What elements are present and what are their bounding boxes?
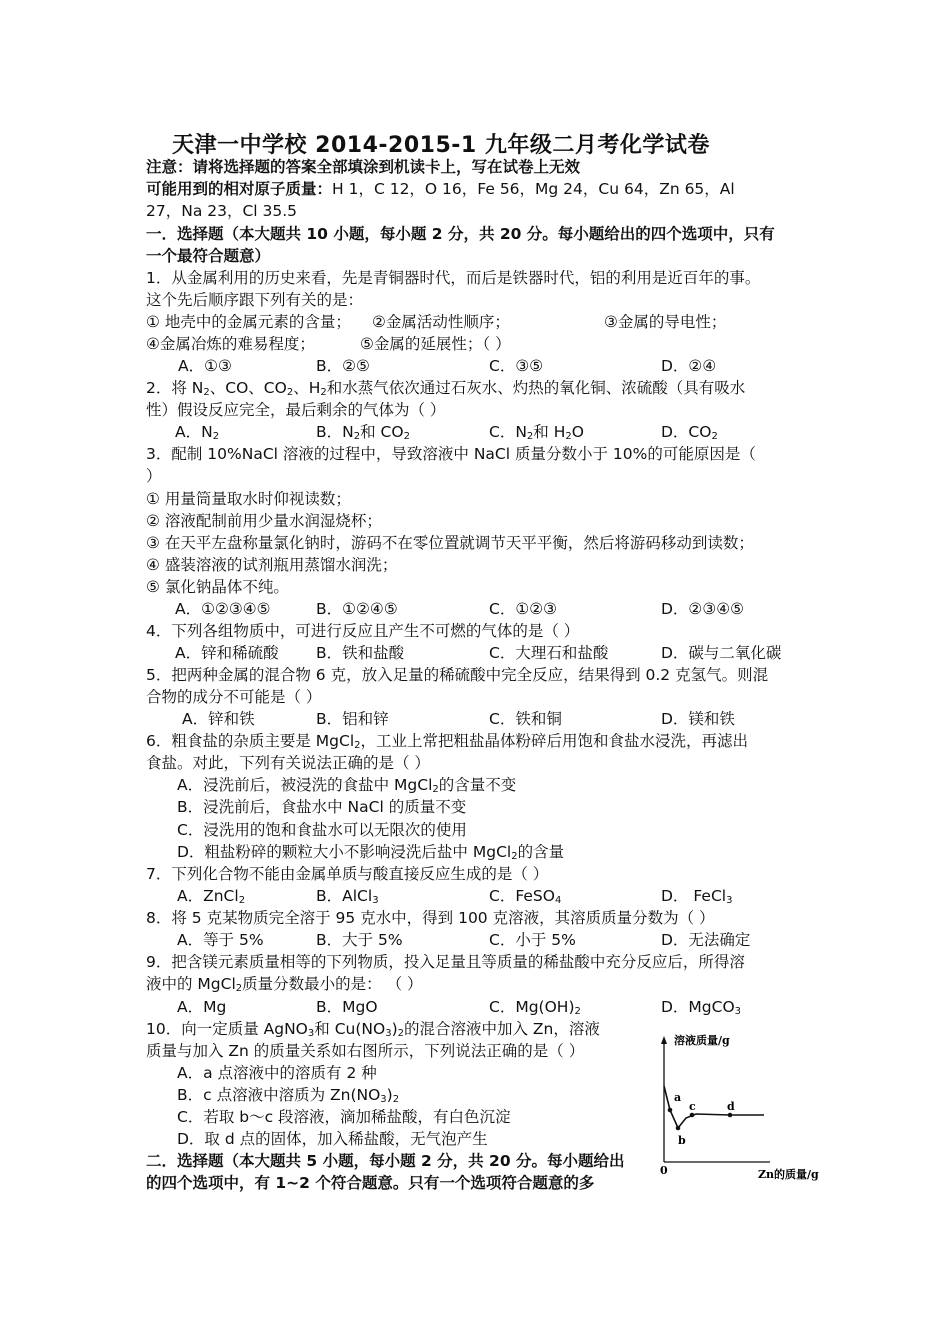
point-c bbox=[690, 1113, 695, 1118]
section1-heading: 一．选择题（本大题共 10 小题，每小题 2 分，共 20 分。每小题给出的四个选项中，只有 bbox=[146, 225, 775, 243]
section2-heading: 二．选择题（本大题共 5 小题，每小题 2 分，共 20 分。每小题给出 bbox=[146, 1152, 625, 1170]
q7-stem: 7．下列化合物不能由金属单质与酸直接反应生成的是（ ） bbox=[146, 865, 549, 883]
q9-option-d-text: D．MgCO bbox=[661, 998, 735, 1016]
subscript: 2 bbox=[711, 431, 718, 442]
subscript: 2 bbox=[238, 895, 246, 906]
q7-option-d bbox=[661, 885, 732, 907]
q8-stem: 8．将 5 克某物质完全溶于 95 克水中，得到 100 克溶液，其溶质质量分数为（ ） bbox=[146, 909, 715, 927]
subscript: 2 bbox=[320, 387, 327, 398]
q9-stem: 9．把含镁元素质量相等的下列物质，投入足量且等质量的稀盐酸中充分反应后，所得溶 bbox=[146, 953, 745, 971]
q7-option-c-text: C．FeSO bbox=[489, 887, 555, 905]
point-a bbox=[668, 1108, 673, 1113]
q10-graph bbox=[640, 1028, 840, 1193]
q7-option-b bbox=[316, 885, 379, 907]
q6-option-c: C．浸洗用的饱和食盐水可以无限次的使用 bbox=[177, 821, 467, 839]
q7-option-d-text: D． FeCl bbox=[661, 887, 727, 905]
subscript: 2 bbox=[397, 1028, 404, 1039]
q5-stem: 5．把两种金属的混合物 6 克，放入足量的稀硫酸中完全反应，结果得到 0.2 克氢气。则混 bbox=[146, 666, 769, 684]
q10-option-d: D．取 d 点的固体，加入稀盐酸，无气泡产生 bbox=[177, 1130, 488, 1148]
q3-item-2: ② 溶液配制前用少量水润湿烧杯； bbox=[146, 512, 382, 530]
subscript: 2 bbox=[354, 740, 361, 751]
q9-option-b: B．MgO bbox=[316, 998, 378, 1016]
q2-stem bbox=[146, 377, 745, 399]
subscript: 4 bbox=[554, 895, 562, 906]
q5-option-d: D．镁和铁 bbox=[661, 710, 735, 728]
q4-option-d: D．碳与二氧化碳 bbox=[661, 644, 782, 662]
q2-option-c-text: 和 H bbox=[533, 423, 566, 441]
q10-stem-part: 的混合溶液中加入 Zn，溶液 bbox=[404, 1020, 600, 1038]
q1-item-1: ① 地壳中的金属元素的含量； bbox=[146, 313, 351, 331]
q10-option-b bbox=[177, 1084, 399, 1106]
q10-option-b-text: ) bbox=[386, 1086, 393, 1104]
q2-option-c-text: C．N bbox=[489, 423, 527, 441]
q7-option-c bbox=[489, 885, 561, 907]
q6-option-d-text: 的含量 bbox=[517, 843, 565, 861]
x-axis-label: Zn的质量/g bbox=[758, 1168, 819, 1181]
q1-item-5: ⑤金属的延展性；（ ） bbox=[360, 335, 511, 353]
q6-stem bbox=[146, 730, 748, 752]
q2-stem-part: 和水蒸气依次通过石灰水、灼热的氧化铜、浓硫酸（具有吸水 bbox=[326, 379, 746, 397]
q6-option-b: B．浸洗前后，食盐水中 NaCl 的质量不变 bbox=[177, 798, 467, 816]
q3-item-3: ③ 在天平左盘称量氯化钠时，游码不在零位置就调节天平平衡，然后将游码移动到读数； bbox=[146, 534, 754, 552]
q4-option-c: C．大理石和盐酸 bbox=[489, 644, 609, 662]
q9-stem-cont bbox=[146, 973, 423, 995]
point-b bbox=[676, 1126, 681, 1131]
q6-option-d bbox=[177, 841, 564, 863]
label-d: d bbox=[727, 1100, 735, 1113]
q5-stem-cont: 合物的成分不可能是（ ） bbox=[146, 688, 322, 706]
subscript: 2 bbox=[392, 1094, 400, 1105]
q4-option-b: B．铁和盐酸 bbox=[316, 644, 405, 662]
q1-item-2: ②金属活动性顺序； bbox=[372, 313, 510, 331]
q5-option-c: C．铁和铜 bbox=[489, 710, 562, 728]
q2-option-a-text: A．N bbox=[175, 423, 213, 441]
q9-option-c-text: C．Mg(OH) bbox=[489, 998, 575, 1016]
subscript: 2 bbox=[203, 387, 210, 398]
label-b: b bbox=[678, 1134, 686, 1147]
subscript: 2 bbox=[403, 431, 410, 442]
q8-option-c: C．小于 5% bbox=[489, 931, 576, 949]
atomic-mass-label: 可能用到的相对原子质量： bbox=[146, 180, 333, 198]
q2-option-b-text: 和 CO bbox=[360, 423, 404, 441]
q9-option-a: A．Mg bbox=[177, 998, 227, 1016]
subscript: 2 bbox=[511, 851, 518, 862]
subscript: 2 bbox=[286, 387, 294, 398]
label-c: c bbox=[689, 1100, 696, 1113]
page-title: 天津一中学校 2014-2015-1 九年级二月考化学试卷 bbox=[172, 133, 710, 158]
q9-option-d bbox=[661, 996, 741, 1018]
label-a: a bbox=[674, 1091, 682, 1104]
q1-item-4: ④金属冶炼的难易程度； bbox=[146, 335, 315, 353]
q1-stem-cont: 这个先后顺序跟下列有关的是： bbox=[146, 291, 364, 309]
q6-stem-part: 6．粗食盐的杂质主要是 MgCl bbox=[146, 732, 355, 750]
q3-stem-cont: ） bbox=[146, 467, 162, 485]
subscript: 2 bbox=[565, 431, 572, 442]
q6-option-a-text: A．浸洗前后，被浸洗的食盐中 MgCl bbox=[177, 776, 433, 794]
q8-option-a: A．等于 5% bbox=[177, 931, 264, 949]
q2-stem-part: 、CO、CO bbox=[209, 379, 287, 397]
atomic-mass-values: H 1，C 12，O 16，Fe 56，Mg 24，Cu 64，Zn 65，Al bbox=[332, 180, 735, 198]
q3-item-1: ① 用量筒量取水时仰视读数； bbox=[146, 490, 351, 508]
q8-option-d: D．无法确定 bbox=[661, 931, 751, 949]
q2-option-c bbox=[489, 421, 584, 443]
q3-option-c: C．①②③ bbox=[489, 600, 558, 618]
q5-option-b: B．铝和锌 bbox=[316, 710, 389, 728]
notice: 注意：请将选择题的答案全部填涂到机读卡上，写在试卷上无效 bbox=[146, 158, 581, 176]
point-d bbox=[728, 1113, 733, 1118]
subscript: 2 bbox=[526, 431, 534, 442]
subscript: 3 bbox=[726, 895, 733, 906]
q10-stem-part: ) bbox=[391, 1020, 398, 1038]
q1-option-b: B．②⑤ bbox=[316, 357, 370, 375]
q2-stem-part: 2．将 N bbox=[146, 379, 204, 397]
q10-stem-cont: 质量与加入 Zn 的质量关系如右图所示，下列说法正确的是（ ） bbox=[146, 1042, 585, 1060]
q9-stem-part: 液中的 MgCl bbox=[146, 975, 236, 993]
q2-stem-part: 、H bbox=[293, 379, 321, 397]
q3-option-b: B．①②④⑤ bbox=[316, 600, 398, 618]
q2-option-a bbox=[175, 421, 219, 443]
subscript: 3 bbox=[734, 1006, 742, 1017]
q3-option-a: A．①②③④⑤ bbox=[175, 600, 271, 618]
q2-option-c-text: O bbox=[571, 423, 584, 441]
q9-stem-part: 质量分数最小的是： （ ） bbox=[242, 975, 423, 993]
q10-stem-part: 10．向一定质量 AgNO bbox=[146, 1020, 308, 1038]
q4-option-a: A．锌和稀硫酸 bbox=[175, 644, 279, 662]
q6-option-a bbox=[177, 774, 516, 796]
q10-stem bbox=[146, 1018, 600, 1040]
q2-option-b-text: B．N bbox=[316, 423, 354, 441]
q2-option-d bbox=[661, 421, 718, 443]
q3-option-d: D．②③④⑤ bbox=[661, 600, 745, 618]
subscript: 3 bbox=[380, 1094, 387, 1105]
q10-option-b-text: B．c 点溶液中溶质为 Zn(NO bbox=[177, 1086, 381, 1104]
q1-stem: 1．从金属利用的历史来看，先是青铜器时代，而后是铁器时代，铝的利用是近百年的事。 bbox=[146, 269, 761, 287]
atomic-mass-line-1 bbox=[146, 178, 735, 200]
q1-item-3: ③金属的导电性； bbox=[604, 313, 727, 331]
q2-stem-cont: 性）假设反应完全，最后剩余的气体为（ ） bbox=[146, 401, 446, 419]
q9-option-c bbox=[489, 996, 581, 1018]
q7-option-b-text: B．AlCl bbox=[316, 887, 373, 905]
subscript: 3 bbox=[385, 1028, 392, 1039]
q3-stem: 3．配制 10%NaCl 溶液的过程中，导致溶液中 NaCl 质量分数小于 10%的可能原因是（ bbox=[146, 445, 756, 463]
q6-stem-part: ，工业上常把粗盐晶体粉碎后用饱和食盐水浸洗，再滤出 bbox=[360, 732, 749, 750]
subscript: 2 bbox=[235, 983, 243, 994]
subscript: 3 bbox=[372, 895, 379, 906]
q2-option-d-text: D．CO bbox=[661, 423, 712, 441]
q3-item-5: ⑤ 氯化钠晶体不纯。 bbox=[146, 578, 289, 596]
subscript: 2 bbox=[574, 1006, 581, 1017]
q2-option-b bbox=[316, 421, 410, 443]
q10-stem-part: 和 Cu(NO bbox=[314, 1020, 386, 1038]
subscript: 2 bbox=[353, 431, 361, 442]
q7-option-a-text: A．ZnCl bbox=[177, 887, 239, 905]
q6-option-a-text: 的含量不变 bbox=[438, 776, 517, 794]
subscript: 2 bbox=[432, 784, 439, 795]
q7-option-a bbox=[177, 885, 245, 907]
q4-stem: 4．下列各组物质中，可进行反应且产生不可燃的气体的是（ ） bbox=[146, 622, 580, 640]
q3-item-4: ④ 盛装溶液的试剂瓶用蒸馏水润洗； bbox=[146, 556, 398, 574]
q6-stem-cont: 食盐。对此，下列有关说法正确的是（ ） bbox=[146, 754, 430, 772]
q10-option-a: A．a 点溶液中的溶质有 2 种 bbox=[177, 1064, 377, 1082]
section2-heading-cont: 的四个选项中，有 1~2 个符合题意。只有一个选项符合题意的多 bbox=[146, 1174, 595, 1192]
q8-option-b: B．大于 5% bbox=[316, 931, 403, 949]
q1-option-d: D．②④ bbox=[661, 357, 717, 375]
atomic-mass-line-2: 27，Na 23，Cl 35.5 bbox=[146, 202, 298, 220]
subscript: 3 bbox=[307, 1028, 315, 1039]
origin-label: 0 bbox=[660, 1164, 668, 1177]
q1-option-a: A．①③ bbox=[178, 357, 232, 375]
q5-option-a: A．锌和铁 bbox=[182, 710, 255, 728]
q6-option-d-text: D．粗盐粉碎的颗粒大小不影响浸洗后盐中 MgCl bbox=[177, 843, 512, 861]
subscript: 2 bbox=[212, 431, 220, 442]
q10-option-c: C．若取 b～c 段溶液，滴加稀盐酸，有白色沉淀 bbox=[177, 1108, 511, 1126]
section1-heading-cont: 一个最符合题意） bbox=[146, 247, 271, 265]
q1-option-c: C．③⑤ bbox=[489, 357, 544, 375]
y-axis-label: 溶液质量/g bbox=[674, 1034, 730, 1047]
y-axis-arrow bbox=[661, 1036, 667, 1044]
